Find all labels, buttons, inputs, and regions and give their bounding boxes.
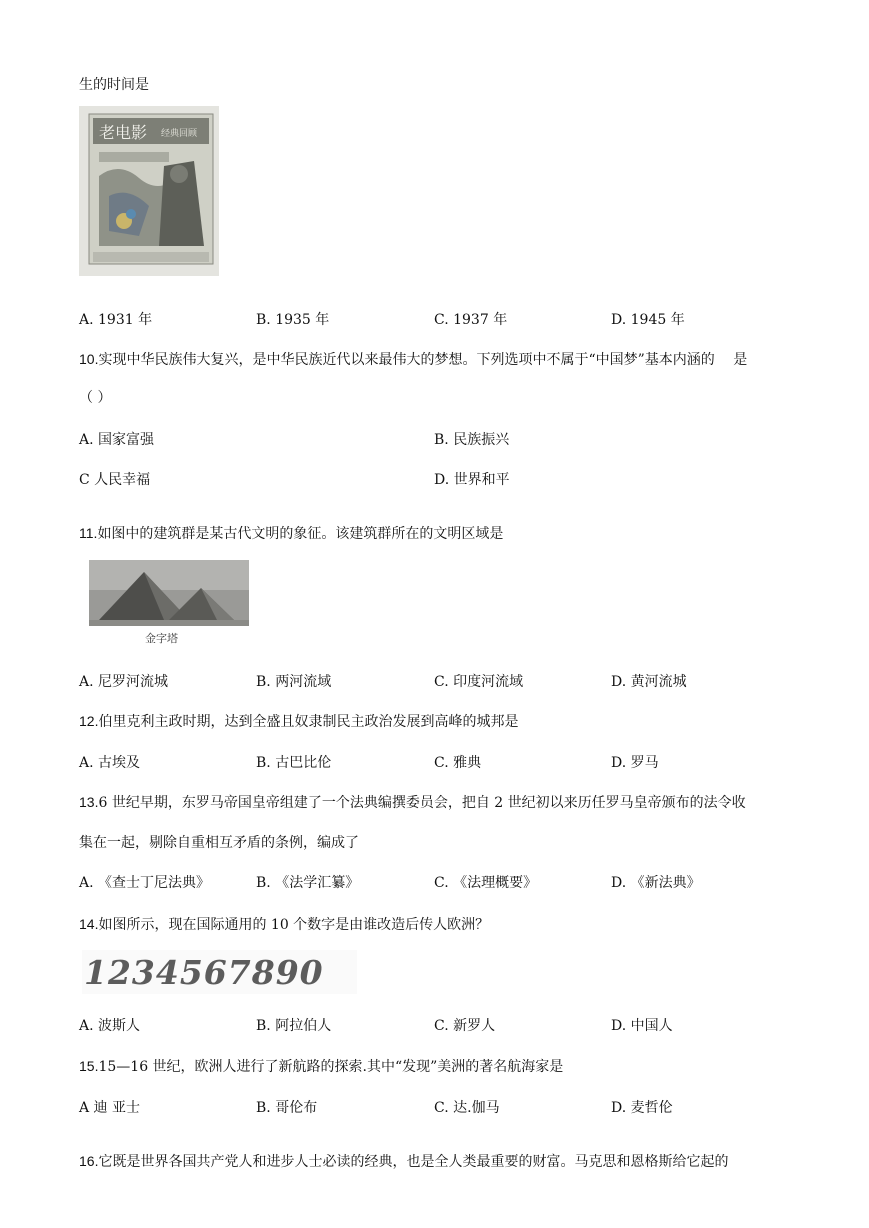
- q15-stem: [79, 1056, 563, 1076]
- q14-numerals-image: [82, 950, 357, 994]
- q15-option-d: D. 麦哲伦: [611, 1100, 673, 1116]
- q10-parentheses: （ ）: [79, 390, 112, 406]
- q13-number: 13.: [79, 794, 99, 810]
- q14-numerals-text: 1234567890: [84, 953, 324, 992]
- q10-option-d: D. 世界和平: [434, 472, 510, 488]
- q11-option-b: B. 两河流域: [256, 674, 332, 690]
- q12-option-a: A. 古埃及: [79, 755, 141, 771]
- q15-option-c: C. 达.伽马: [434, 1100, 500, 1116]
- q15-option-a: A 迪 亚士: [79, 1100, 141, 1116]
- q14-option-b: B. 阿拉伯人: [256, 1018, 332, 1034]
- q14-option-c: C. 新罗人: [434, 1018, 496, 1034]
- q12-option-d: D. 罗马: [611, 755, 659, 771]
- q11-image-caption: 金字塔: [145, 632, 178, 645]
- q12-text: 伯里克利主政时期，达到全盛且奴隶制民主政治发展到高峰的城邦是: [98, 714, 519, 730]
- q11-text: 如图中的建筑群是某古代文明的象征。该建筑群所在的文明区域是: [97, 526, 504, 542]
- q9-movie-poster-image: [79, 106, 219, 276]
- q9-stem-tail: 生的时间是: [79, 77, 149, 93]
- q10-text: 实现中华民族伟大复兴，是中华民族近代以来最伟大的梦想。下列选项中不属于“中国梦”基本内涵的 是: [98, 352, 748, 368]
- q13-stem-line2: 集在一起，剔除自重相互矛盾的条例，编成了: [79, 835, 359, 851]
- q14-text: 如图所示，现在国际通用的 10 个数字是由谁改造后传人欧洲？: [98, 917, 490, 933]
- q12-option-c: C. 雅典: [434, 755, 482, 771]
- q9-option-a: A. 1931 年: [79, 312, 153, 328]
- q11-option-a: A. 尼罗河流城: [79, 674, 169, 690]
- q12-number: 12.: [79, 713, 99, 729]
- q12-stem: [79, 711, 518, 731]
- q16-text: 它既是世界各国共产党人和进步人士必读的经典，也是全人类最重要的财富。马克思和恩格斯给它起的: [98, 1154, 729, 1170]
- q10-option-a: A. 国家富强: [79, 432, 155, 448]
- q13-text-line1: 6 世纪早期，东罗马帝国皇帝组建了一个法典编撰委员会，把自 2 世纪初以来历任罗马皇帝颁布的法令收: [98, 795, 746, 811]
- q10-number: 10.: [79, 351, 99, 367]
- q10-stem: [79, 349, 747, 369]
- q9-option-c: C. 1937 年: [434, 312, 508, 328]
- q12-option-b: B. 古巴比伦: [256, 755, 332, 771]
- q11-stem: [79, 523, 503, 543]
- q9-poster-subtitle: 经典回顾: [161, 129, 198, 139]
- q14-option-a: A. 波斯人: [79, 1018, 141, 1034]
- q11-number: 11.: [79, 525, 98, 541]
- q15-number: 15.: [79, 1058, 99, 1074]
- q13-option-c: C. 《法理概要》: [434, 875, 538, 891]
- q15-option-b: B. 哥伦布: [256, 1100, 318, 1116]
- q9-poster-title: 老电影: [99, 123, 148, 142]
- q11-option-c: C. 印度河流域: [434, 674, 524, 690]
- q14-number: 14.: [79, 916, 99, 932]
- q9-option-b: B. 1935 年: [256, 312, 330, 328]
- q15-text: 15—16 世纪，欧洲人进行了新航路的探索.其中“发现”美洲的著名航海家是: [98, 1059, 564, 1075]
- q10-option-b: B. 民族振兴: [434, 432, 510, 448]
- q16-stem: [79, 1151, 728, 1171]
- q11-option-d: D. 黄河流城: [611, 674, 687, 690]
- q14-stem: [79, 914, 489, 934]
- q13-option-a: A. 《查士丁尼法典》: [79, 875, 211, 891]
- q10-option-c: C 人民幸福: [79, 472, 151, 488]
- q14-option-d: D. 中国人: [611, 1018, 673, 1034]
- q13-option-d: D. 《新法典》: [611, 875, 701, 891]
- q11-pyramid-image: [89, 560, 249, 648]
- q16-number: 16.: [79, 1153, 99, 1169]
- q13-option-b: B. 《法学汇纂》: [256, 875, 360, 891]
- q9-option-d: D. 1945 年: [611, 312, 685, 328]
- q13-stem-line1: [79, 792, 746, 812]
